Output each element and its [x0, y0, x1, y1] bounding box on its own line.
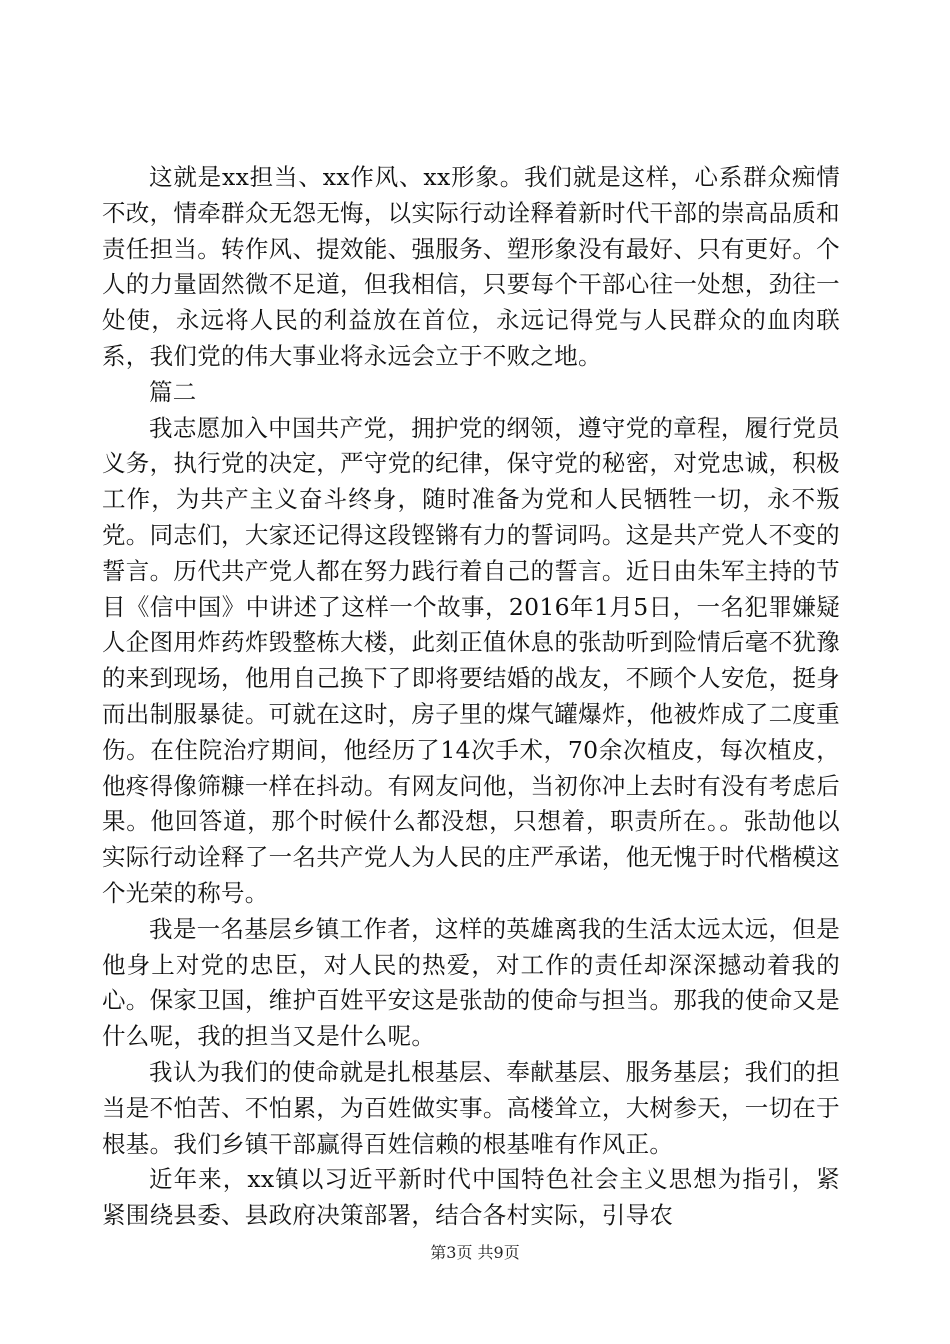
document-body: [102, 160, 840, 1234]
paragraph-2: 我志愿加入中国共产党，拥护党的纲领，遵守党的章程，履行党员义务，执行党的决定，严守党的纪律，保守党的秘密，对党忠诚，积极工作，为共产主义奋斗终身，随时准备为党和人民牺牲一切，永不叛党。同志们，大家还记得这段铿锵有力的誓词吗。这是共产党人不变的誓言。历代共产党人都在努力践行着自己的誓言。近日由朱军主持的节目《信中国》中讲述了这样一个故事，2016年1月5日，一名犯罪嫌疑人企图用炸药炸毁整栋大楼，此刻正值休息的张劼听到险情后毫不犹豫的来到现场，他用自己换下了即将要结婚的战友，不顾个人安危，挺身而出制服暴徒。可就在这时，房子里的煤气罐爆炸，他被炸成了二度重伤。在住院治疗期间，他经历了14次手术，70余次植皮，每次植皮，他疼得像筛糠一样在抖动。有网友问他，当初你冲上去时有没有考虑后果。他回答道，那个时候什么都没想，只想着，职责所在。。张劼他以实际行动诠释了一名共产党人为人民的庄严承诺，他无愧于时代楷模这个光荣的称号。: [102, 413, 840, 907]
paragraph-4: 我认为我们的使命就是扎根基层、奉献基层、服务基层；我们的担当是不怕苦、不怕累，为百姓做实事。高楼耸立，大树参天，一切在于根基。我们乡镇干部赢得百姓信赖的根基唯有作风正。: [102, 1057, 840, 1158]
paragraph-1: 这就是xx担当、xx作风、xx形象。我们就是这样，心系群众痴情不改，情牵群众无怨无悔，以实际行动诠释着新时代干部的崇高品质和责任担当。转作风、提效能、强服务、塑形象没有最好、只有更好。个人的力量固然微不足道，但我相信，只要每个干部心往一处想，劲往一处使，永远将人民的利益放在首位，永远记得党与人民群众的血肉联系，我们党的伟大事业将永远会立于不败之地。: [102, 163, 840, 370]
section-heading: 篇二: [149, 377, 197, 406]
page-footer: [0, 1243, 950, 1263]
paragraph-5: 近年来，xx镇以习近平新时代中国特色社会主义思想为指引，紧紧围绕县委、县政府决策部署，结合各村实际，引导农: [102, 1165, 840, 1230]
paragraph-3: 我是一名基层乡镇工作者，这样的英雄离我的生活太远太远，但是他身上对党的忠臣，对人民的热爱，对工作的责任却深深撼动着我的心。保家卫国，维护百姓平安这是张劼的使命与担当。那我的使命又是什么呢，我的担当又是什么呢。: [102, 914, 840, 1051]
page-number: 第3页 共9页: [430, 1243, 520, 1262]
